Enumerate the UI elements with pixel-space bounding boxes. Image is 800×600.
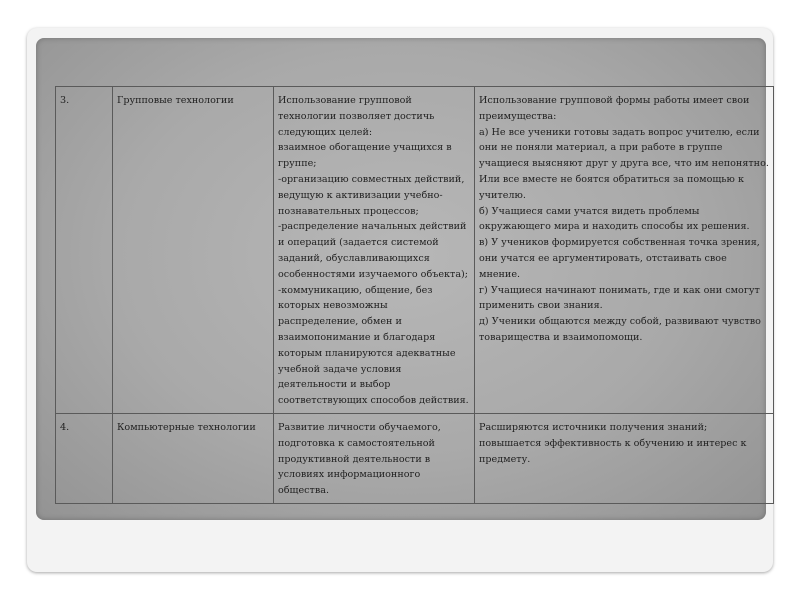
- technologies-table: [55, 86, 774, 504]
- technology-description-cell: Использование групповой технологии позволяет достичь следующих целей: взаимное обогащение учащихся в группе; -организацию совместных действий, ведущую к активизации учебно-познавательных процессов; -распределение начальных действий и операций (задается системой заданий, обуславливающихся особенностями изучаемого объекта); -коммуникацию, общение, без которых невозможны распределение, обмен и взаимопонимание и благодаря которым планируются адекватные учебной задаче условия деятельности и выбор соответствующих способов действия.: [274, 87, 475, 414]
- technology-advantages-cell: Использование групповой формы работы имеет свои преимущества: а) Не все ученики готовы задать вопрос учителю, если они не поняли материал, а при работе в группе учащиеся выясняют друг у друга все, что им непонятно. Или все вместе не боятся обратиться за помощью к учителю. б) Учащиеся сами учатся видеть проблемы окружающего мира и находить способы их решения. в) У учеников формируется собственная точка зрения, они учатся ее аргументировать, отстаивать свое мнение. г) Учащиеся начинают понимать, где и как они смогут применить свои знания. д) Ученики общаются между собой, развивают чувство товарищества и взаимопомощи.: [475, 87, 774, 414]
- row-number-cell: 4.: [56, 413, 113, 503]
- technology-advantages-cell: Расширяются источники получения знаний; повышается эффективность к обучению и интерес к предмету.: [475, 413, 774, 503]
- table-row: [56, 413, 774, 503]
- table-row: [56, 87, 774, 414]
- technology-description-cell: Развитие личности обучаемого, подготовка к самостоятельной продуктивной деятельности в условиях информационного общества.: [274, 413, 475, 503]
- row-number-cell: 3.: [56, 87, 113, 414]
- technology-name-cell: Компьютерные технологии: [113, 413, 274, 503]
- technology-name-cell: Групповые технологии: [113, 87, 274, 414]
